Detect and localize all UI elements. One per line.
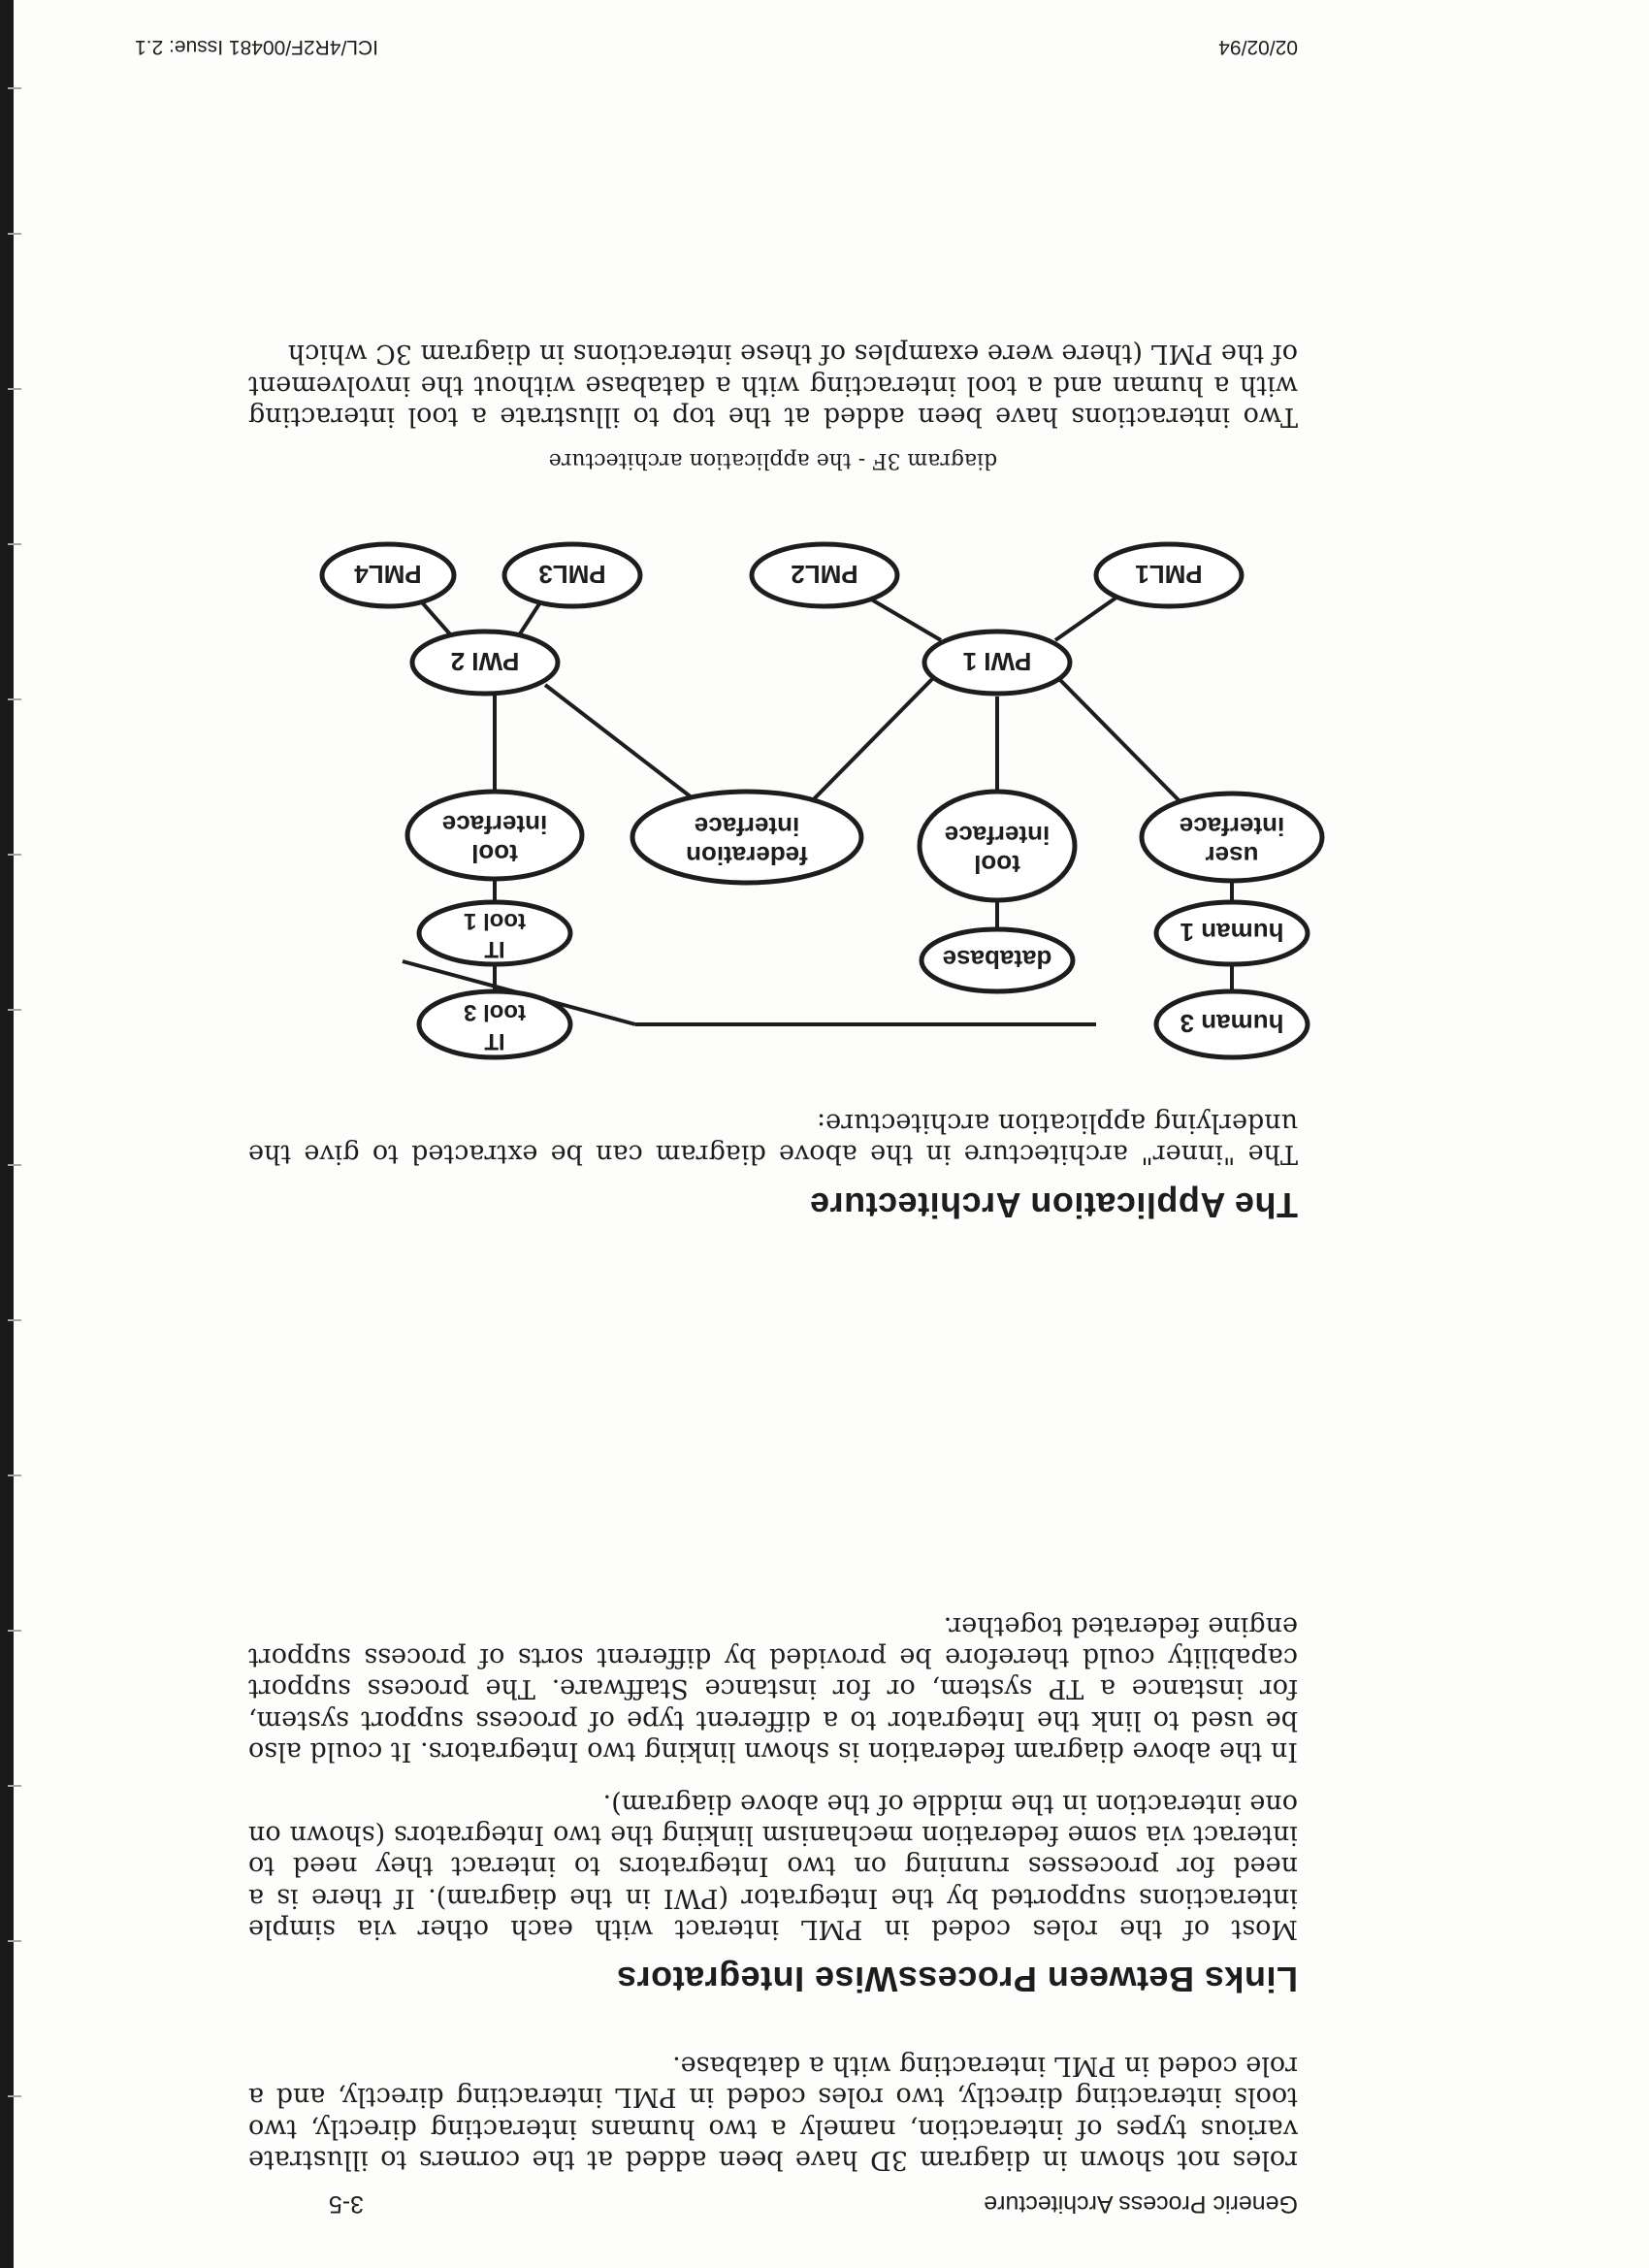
app-paragraph-1: The "inner" architecture in the above diagram can be extracted to give the underlying application architecture:: [248, 1107, 1298, 1169]
node-it-tool1: [419, 902, 570, 964]
section-heading-application-architecture: The Application Architecture: [809, 1185, 1298, 1225]
link-pwi2-pml4: [422, 602, 451, 635]
node-pwi2: [412, 632, 558, 694]
svg-text:tool: tool: [471, 839, 518, 868]
node-user-interface: [1142, 794, 1322, 881]
diagram-caption: diagram 3F - the application architecture: [548, 448, 998, 472]
running-header-title: Generic Process Architecture: [984, 2190, 1298, 2218]
svg-text:PML4: PML4: [354, 560, 422, 589]
node-pwi1: [924, 632, 1070, 694]
link-pwi2-pml3: [519, 602, 540, 635]
link-federation-pwi2: [545, 685, 696, 801]
svg-text:PML3: PML3: [538, 560, 606, 589]
node-it-tool3: [419, 991, 570, 1057]
node-tool-interface-right: [407, 792, 582, 879]
svg-text:federation: federation: [686, 841, 808, 870]
svg-text:interface: interface: [441, 810, 548, 839]
link-userinterface-pwi1: [1059, 679, 1193, 815]
svg-text:database: database: [942, 945, 1052, 974]
svg-text:interface: interface: [1179, 812, 1285, 841]
link-pwi1-pml2: [868, 598, 941, 640]
node-database: [922, 929, 1073, 991]
intro-paragraph: roles not shown in diagram 3D have been added at the corners to illustrate various types of interaction, namely a two humans interacting directly, two tools interacting directly, two roles coded in PML interacting directly, and a role coded in PML interacting with a database.: [248, 2051, 1298, 2175]
link-pwi1-pml1: [1055, 595, 1120, 640]
footer-doc-reference: ICL/4R2F/00481 Issue: 2.1: [135, 36, 378, 58]
link-pwi1-federation: [795, 677, 934, 818]
svg-text:PWI 1: PWI 1: [962, 647, 1032, 676]
svg-text:interface: interface: [944, 821, 1051, 850]
svg-text:interface: interface: [694, 812, 800, 841]
svg-text:human 3: human 3: [1180, 1009, 1284, 1038]
node-human3: [1156, 991, 1308, 1057]
node-pml3: [504, 544, 640, 606]
node-pml2: [752, 544, 897, 606]
svg-text:human 1: human 1: [1180, 918, 1284, 947]
svg-text:PML2: PML2: [791, 560, 858, 589]
app-paragraph-2: Two interactions have been added at the top to illustrate a tool interacting with a human and a tool interacting with a database without the involvement of the PML (there were examples of these interactions in diagram 3C which: [248, 339, 1298, 432]
node-human1: [1156, 902, 1308, 964]
footer-date: 02/02/94: [1218, 36, 1298, 58]
svg-text:tool: tool: [974, 850, 1020, 879]
links-paragraph-2: In the above diagram federation is shown linking two Integrators. It could also be used to link the Integrator to a different type of process support system, for instance a TP system, or for instance Staffware. The process support capability could therefore be provided by different sorts of process support engine federated together.: [248, 1610, 1298, 1766]
svg-text:IT: IT: [484, 936, 505, 962]
node-pml1: [1096, 544, 1242, 606]
svg-text:IT: IT: [484, 1028, 505, 1054]
section-heading-links: Links Between ProcessWise Integrators: [616, 1960, 1298, 1999]
svg-text:PML1: PML1: [1135, 560, 1203, 589]
links-paragraph-1: Most of the roles coded in PML interact with each other via simple interactions supported by the Integrator (PWI in the diagram). If there is a need for processes running on two Integrators to interact they need to interact via some federation mechanism linking the two Integrators (shown on one interaction in the middle of the above diagram).: [248, 1788, 1298, 1944]
svg-text:PWI 2: PWI 2: [450, 647, 520, 676]
page-number: 3-5: [328, 2190, 364, 2218]
svg-text:tool 1: tool 1: [464, 908, 526, 934]
node-tool-interface-left: [920, 792, 1075, 900]
node-federation-interface: [632, 792, 861, 883]
node-pml4: [322, 544, 454, 606]
svg-text:tool 3: tool 3: [464, 999, 526, 1025]
svg-text:user: user: [1205, 841, 1259, 870]
